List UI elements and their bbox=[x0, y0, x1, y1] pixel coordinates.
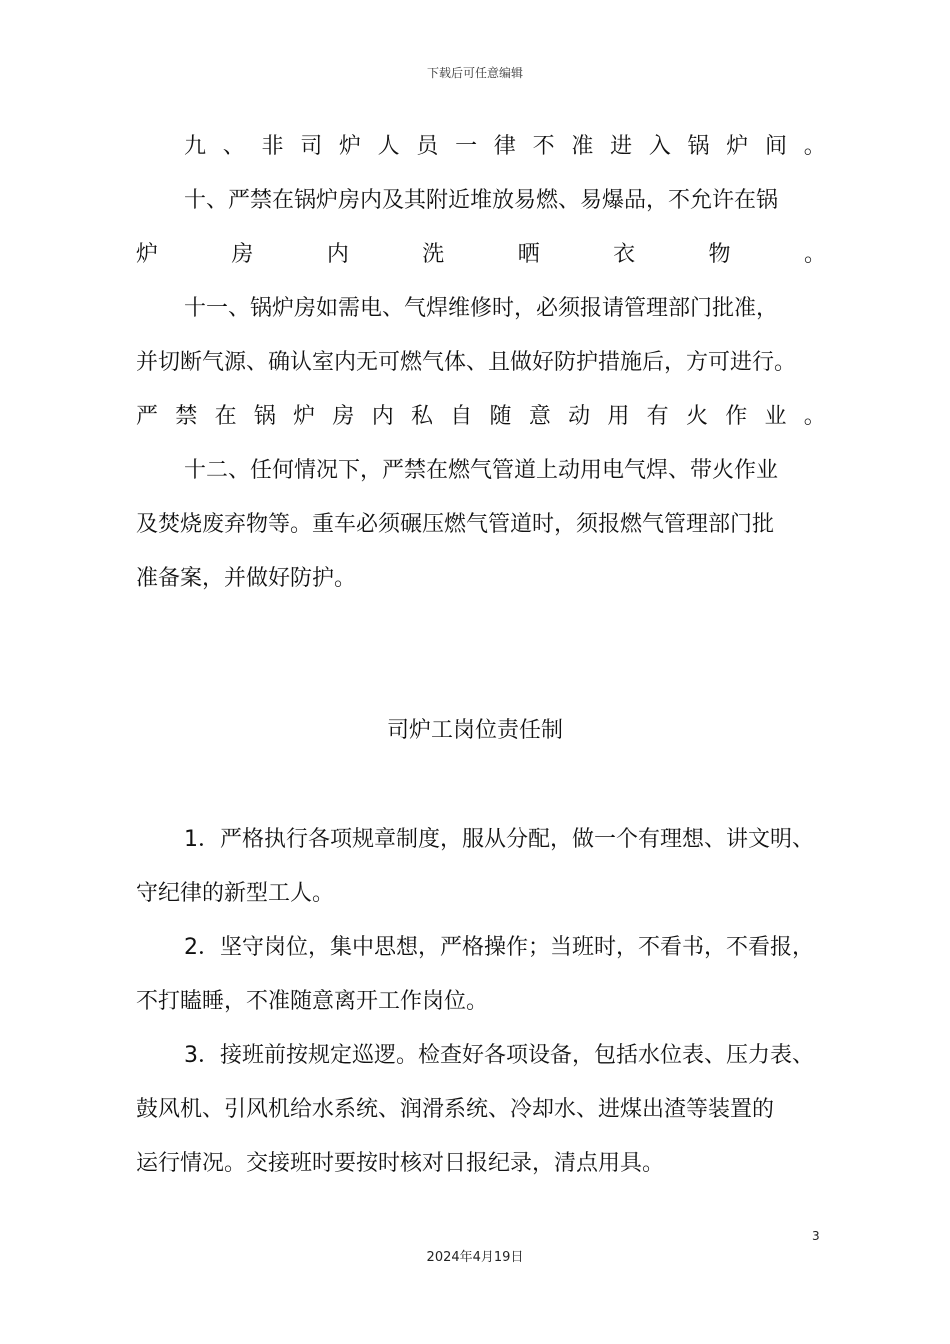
duty-2-line-1: 2．坚守岗位，集中思想，严格操作；当班时，不看书，不看报， bbox=[184, 935, 814, 960]
justified-char: 作 bbox=[725, 404, 748, 429]
footer-date: 2024年4月19日 bbox=[426, 1250, 524, 1265]
justified-char: 在 bbox=[214, 404, 237, 429]
rule-eleven-line-2: 并切断气源、确认室内无可燃气体、且做好防护措施后，方可进行。 bbox=[136, 350, 797, 375]
justified-char: 有 bbox=[646, 404, 669, 429]
justified-char: 。 bbox=[803, 242, 826, 267]
rule-ten-line-1: 十、严禁在锅炉房内及其附近堆放易燃、易爆品，不允许在锅 bbox=[184, 188, 779, 213]
rule-eleven-line-1: 十一、锅炉房如需电、气焊维修时，必须报请管理部门批准， bbox=[184, 296, 779, 321]
justified-char: 禁 bbox=[175, 404, 198, 429]
justified-char: 律 bbox=[493, 134, 516, 159]
justified-char: 。 bbox=[803, 404, 826, 429]
justified-char: 锅 bbox=[687, 134, 710, 159]
justified-char: 锅 bbox=[253, 404, 276, 429]
justified-char: 自 bbox=[450, 404, 473, 429]
rule-nine bbox=[184, 132, 826, 162]
rule-twelve-line-3: 准备案，并做好防护。 bbox=[136, 566, 357, 591]
rule-twelve-line-2: 及焚烧废弃物等。重车必须碾压燃气管道时，须报燃气管理部门批 bbox=[136, 512, 775, 537]
justified-char: 房 bbox=[332, 404, 355, 429]
duty-2-line-2: 不打瞌睡，不准随意离开工作岗位。 bbox=[136, 989, 489, 1014]
justified-char: 私 bbox=[410, 404, 433, 429]
duty-1-line-2: 守纪律的新型工人。 bbox=[136, 881, 335, 906]
justified-char: 间 bbox=[765, 134, 788, 159]
justified-char: 房 bbox=[231, 242, 254, 267]
justified-char: 业 bbox=[764, 404, 787, 429]
justified-char: 动 bbox=[568, 404, 591, 429]
justified-char: 九 bbox=[184, 134, 207, 159]
duty-3-line-3: 运行情况。交接班时要按时核对日报纪录，清点用具。 bbox=[136, 1151, 665, 1176]
justified-char: 炉 bbox=[338, 134, 361, 159]
justified-char: 随 bbox=[489, 404, 512, 429]
justified-char: 。 bbox=[803, 134, 826, 159]
justified-char: 严 bbox=[136, 404, 159, 429]
justified-char: 炉 bbox=[293, 404, 316, 429]
justified-char: 用 bbox=[607, 404, 630, 429]
duty-1-line-1: 1．严格执行各项规章制度，服从分配，做一个有理想、讲文明、 bbox=[184, 827, 814, 852]
duty-3-line-1: 3．接班前按规定巡逻。检查好各项设备，包括水位表、压力表、 bbox=[184, 1043, 814, 1068]
justified-char: 炉 bbox=[726, 134, 749, 159]
justified-char: 司 bbox=[300, 134, 323, 159]
justified-char: 晒 bbox=[517, 242, 540, 267]
rule-eleven-line-3 bbox=[136, 402, 826, 432]
justified-char: 物 bbox=[708, 242, 731, 267]
justified-char: 火 bbox=[685, 404, 708, 429]
justified-char: 意 bbox=[528, 404, 551, 429]
justified-char: 炉 bbox=[136, 242, 159, 267]
justified-char: 、 bbox=[222, 134, 245, 159]
justified-char: 洗 bbox=[422, 242, 445, 267]
justified-char: 内 bbox=[326, 242, 349, 267]
duty-3-line-2: 鼓风机、引风机给水系统、润滑系统、冷却水、进煤出渣等装置的 bbox=[136, 1097, 775, 1122]
justified-char: 员 bbox=[416, 134, 439, 159]
justified-char: 不 bbox=[532, 134, 555, 159]
section-title: 司炉工岗位责任制 bbox=[386, 718, 563, 743]
justified-char: 衣 bbox=[613, 242, 636, 267]
justified-char: 进 bbox=[610, 134, 633, 159]
justified-char: 一 bbox=[455, 134, 478, 159]
justified-char: 入 bbox=[648, 134, 671, 159]
rule-twelve-line-1: 十二、任何情况下，严禁在燃气管道上动用电气焊、带火作业 bbox=[184, 458, 779, 483]
page-number: 3 bbox=[812, 1229, 820, 1243]
page-header: 下载后可任意编辑 bbox=[426, 66, 523, 80]
justified-char: 内 bbox=[371, 404, 394, 429]
rule-ten-line-2 bbox=[136, 240, 826, 270]
justified-char: 非 bbox=[261, 134, 284, 159]
justified-char: 人 bbox=[377, 134, 400, 159]
justified-char: 准 bbox=[571, 134, 594, 159]
